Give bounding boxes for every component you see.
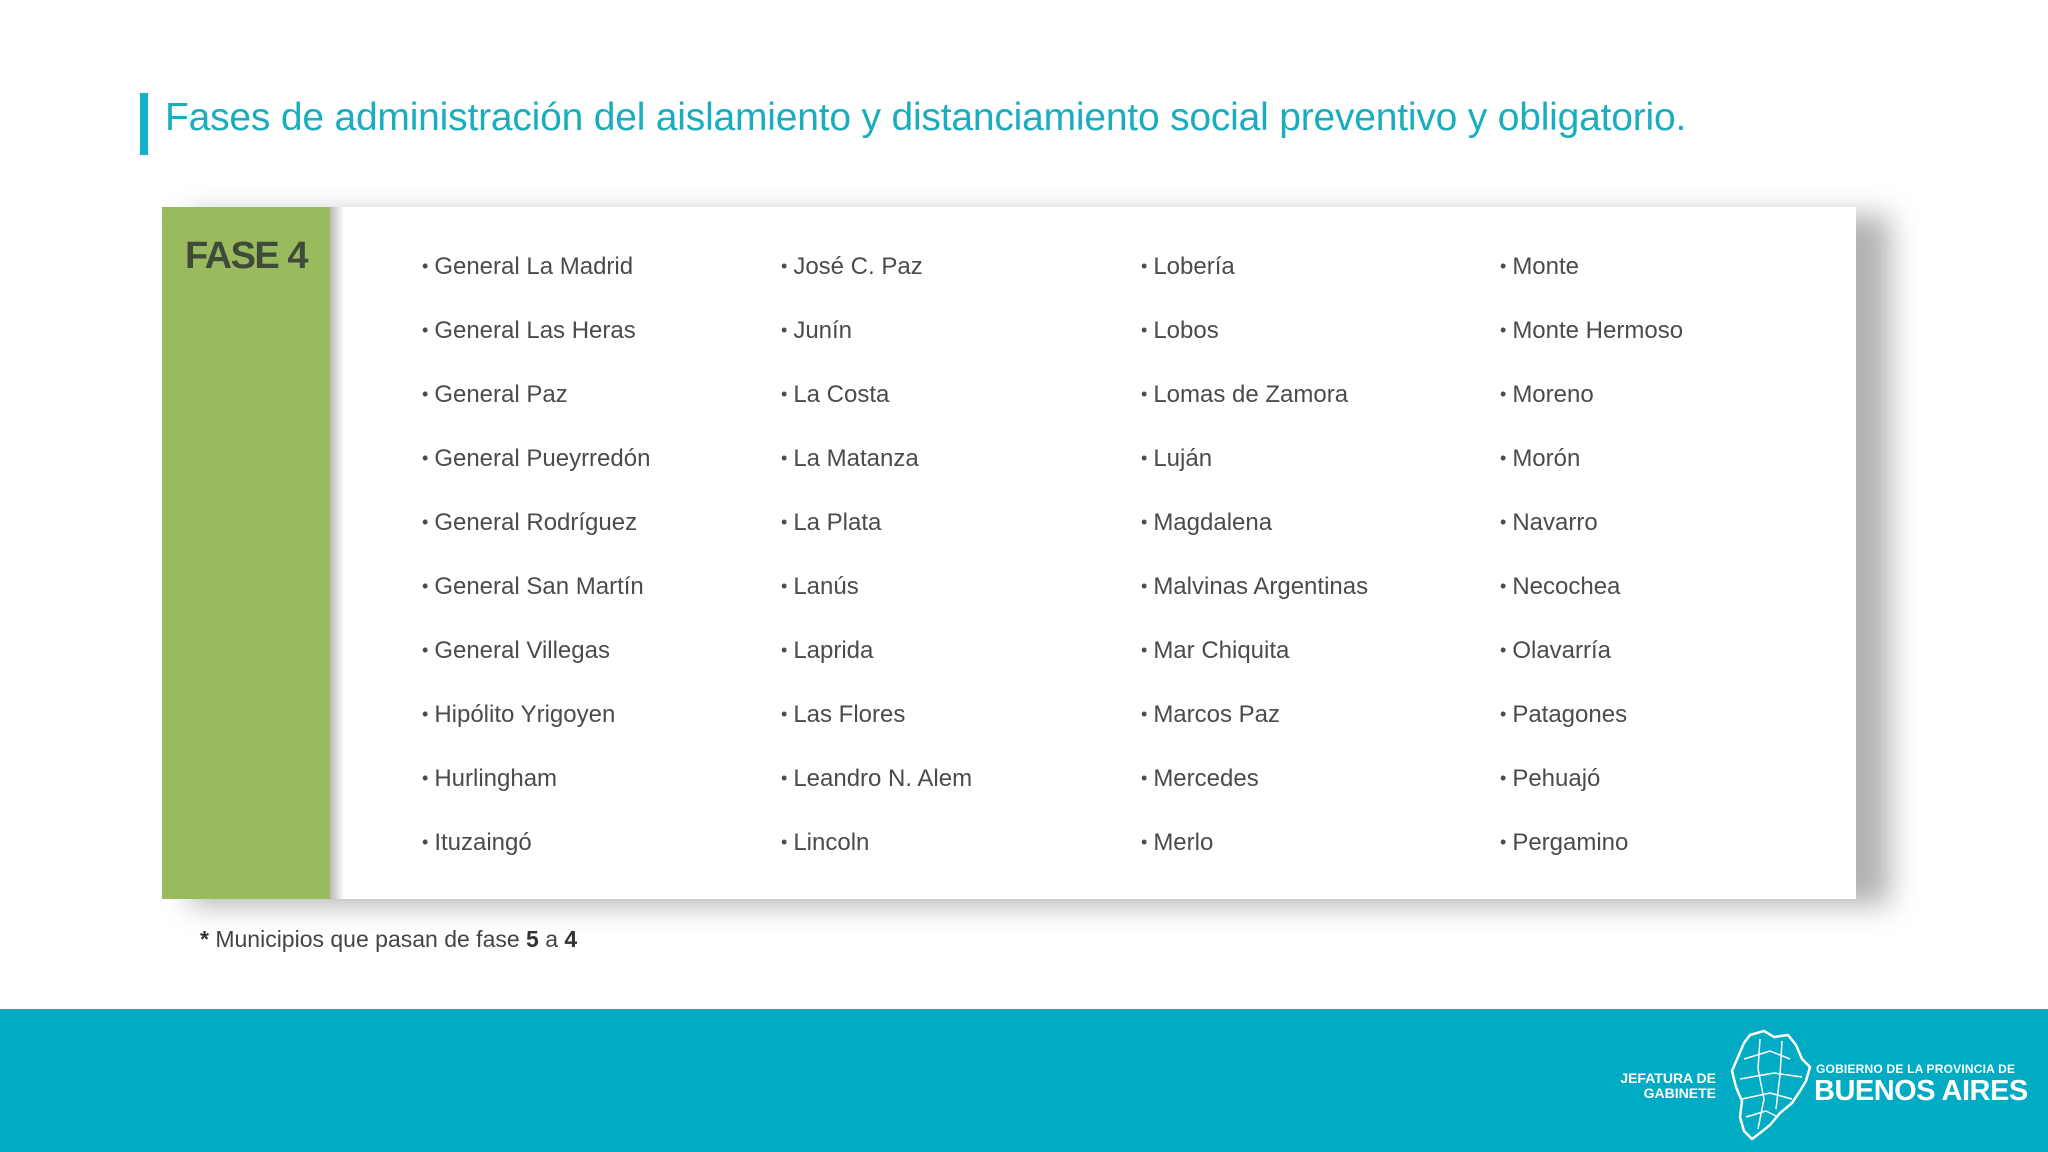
municipality-item: • Necochea bbox=[1500, 568, 1683, 632]
municipality-item: • Morón bbox=[1500, 440, 1683, 504]
buenos-aires-text: BUENOS AIRES bbox=[1814, 1075, 2028, 1107]
municipality-item: • Pehuajó bbox=[1500, 760, 1683, 824]
footnote-from-phase: 5 bbox=[526, 926, 539, 952]
footnote-mid: a bbox=[538, 926, 565, 952]
municipality-item: • La Matanza bbox=[781, 440, 972, 504]
municipality-item: • General La Madrid bbox=[422, 248, 650, 312]
province-map-icon bbox=[1730, 1029, 1812, 1141]
footnote-text: Municipios que pasan de fase bbox=[208, 926, 527, 952]
phase-label: FASE 4 bbox=[185, 235, 307, 277]
municipality-column-4 bbox=[1500, 248, 1683, 888]
municipality-column-3 bbox=[1141, 248, 1368, 888]
municipality-item: • Lomas de Zamora bbox=[1141, 376, 1368, 440]
municipality-item: • Laprida bbox=[781, 632, 972, 696]
page-title: Fases de administración del aislamiento y distanciamiento social preventivo y obligatorio. bbox=[165, 96, 1687, 139]
footnote bbox=[200, 926, 577, 953]
phase-panel bbox=[162, 207, 330, 899]
municipality-item: • Hipólito Yrigoyen bbox=[422, 696, 650, 760]
gobierno-text: GOBIERNO DE LA PROVINCIA DE bbox=[1816, 1062, 2016, 1076]
municipality-item: • General Paz bbox=[422, 376, 650, 440]
municipality-item: • Luján bbox=[1141, 440, 1368, 504]
municipality-item: • Mercedes bbox=[1141, 760, 1368, 824]
municipality-item: • José C. Paz bbox=[781, 248, 972, 312]
municipality-item: • Marcos Paz bbox=[1141, 696, 1368, 760]
municipality-item: • Lobos bbox=[1141, 312, 1368, 376]
municipality-item: • Olavarría bbox=[1500, 632, 1683, 696]
municipality-item: • Lobería bbox=[1141, 248, 1368, 312]
municipality-item: • General Villegas bbox=[422, 632, 650, 696]
municipality-column-2 bbox=[781, 248, 972, 888]
municipality-item: • Mar Chiquita bbox=[1141, 632, 1368, 696]
footnote-to-phase: 4 bbox=[564, 926, 578, 952]
municipality-item: • Lincoln bbox=[781, 824, 972, 888]
municipality-item: • Lanús bbox=[781, 568, 972, 632]
municipality-item: • Patagones bbox=[1500, 696, 1683, 760]
municipality-item: • Merlo bbox=[1141, 824, 1368, 888]
municipality-item: • Monte Hermoso bbox=[1500, 312, 1683, 376]
title-accent-bar bbox=[140, 93, 148, 155]
municipality-item: • General Pueyrredón bbox=[422, 440, 650, 504]
municipality-item: • Pergamino bbox=[1500, 824, 1683, 888]
footnote-asterisk: * bbox=[200, 926, 209, 952]
municipality-item: • Magdalena bbox=[1141, 504, 1368, 568]
municipality-item: • Navarro bbox=[1500, 504, 1683, 568]
municipality-item: • General Rodríguez bbox=[422, 504, 650, 568]
jefatura-line-2: GABINETE bbox=[1643, 1085, 1716, 1101]
municipality-item: • General Las Heras bbox=[422, 312, 650, 376]
municipality-item: • Monte bbox=[1500, 248, 1683, 312]
footer-bar bbox=[0, 1009, 2048, 1152]
municipality-item: • Junín bbox=[781, 312, 972, 376]
municipality-item: • Moreno bbox=[1500, 376, 1683, 440]
jefatura-logo bbox=[1600, 1071, 1716, 1101]
municipality-item: • La Costa bbox=[781, 376, 972, 440]
municipality-column-1 bbox=[422, 248, 650, 888]
municipality-item: • Ituzaingó bbox=[422, 824, 650, 888]
jefatura-line-1: JEFATURA DE bbox=[1620, 1070, 1716, 1086]
municipality-item: • Las Flores bbox=[781, 696, 972, 760]
municipality-item: • Malvinas Argentinas bbox=[1141, 568, 1368, 632]
municipality-item: • La Plata bbox=[781, 504, 972, 568]
phase-panel-shade bbox=[330, 207, 344, 899]
municipality-item: • General San Martín bbox=[422, 568, 650, 632]
municipality-item: • Hurlingham bbox=[422, 760, 650, 824]
municipality-item: • Leandro N. Alem bbox=[781, 760, 972, 824]
